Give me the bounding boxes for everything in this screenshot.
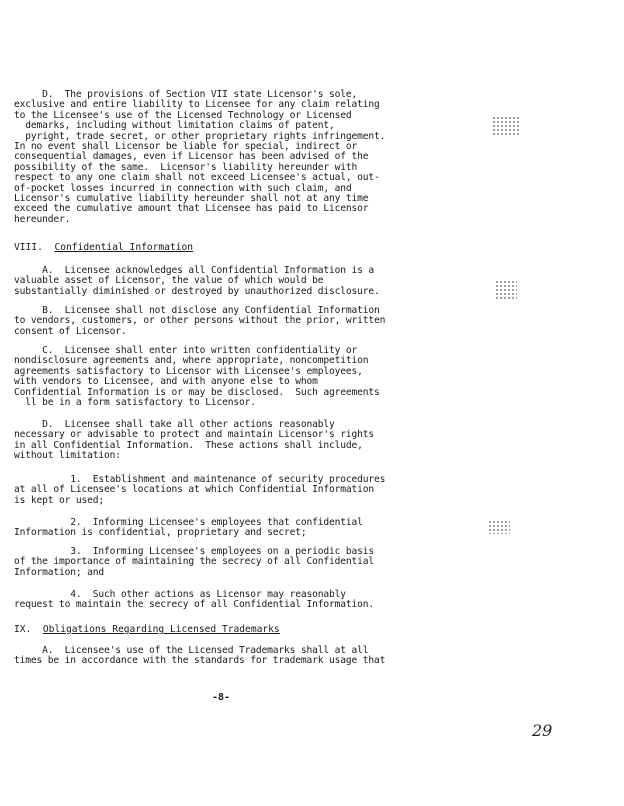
- text-line: D. Licensee shall take all other actions reasonably: [14, 419, 335, 430]
- text-line: necessary or advisable to protect and maintain Licensor's rights: [14, 429, 375, 441]
- text-line: with vendors to Licensee, and with anyone else to whom: [14, 376, 318, 388]
- text-line: consequential damages, even if Licensor has been advised of the: [14, 151, 369, 163]
- text-line: agreements satisfactory to Licensor with Licensee's employees,: [14, 365, 363, 377]
- paragraph-viii-a: [14, 266, 434, 297]
- section-number: VIII.: [14, 242, 43, 253]
- text-line: ll be in a form satisfactory to Licensor.: [14, 397, 256, 409]
- section-number: IX.: [14, 624, 32, 635]
- text-line: C. Licensee shall enter into written confidentiality or: [14, 345, 358, 356]
- section-title: Confidential Information: [54, 242, 194, 253]
- text-line: to the Licensee's use of the Licensed Technology or Licensed: [14, 109, 352, 121]
- text-line: 3. Informing Licensee's employees on a periodic basis: [14, 546, 375, 557]
- text-line: of the importance of maintaining the secrecy of all Confidential: [14, 556, 375, 568]
- scan-noise: [495, 280, 517, 300]
- text-line: exceed the cumulative amount that Licensee has paid to Licensor: [14, 203, 369, 215]
- text-line: of-pocket losses incurred in connection with such claim, and: [14, 182, 352, 194]
- section-title: Obligations Regarding Licensed Trademarks: [42, 624, 280, 635]
- text-line: Information is confidential, proprietary and secret;: [14, 527, 307, 539]
- text-line: B. Licensee shall not disclose any Confidential Information: [14, 305, 380, 316]
- paragraph-viii-c: [14, 346, 434, 408]
- text-line: nondisclosure agreements and, where appropriate, noncompetition: [14, 355, 369, 367]
- scan-noise: [488, 520, 510, 534]
- section-viii-heading: [14, 242, 193, 253]
- paragraph-viii-b: [14, 306, 434, 337]
- text-line: 1. Establishment and maintenance of security procedures: [14, 474, 386, 485]
- text-line: pyright, trade secret, or other proprietary rights infringement.: [14, 130, 386, 142]
- list-item-4: [14, 590, 434, 611]
- text-line: valuable asset of Licensor, the value of which would be: [14, 275, 324, 287]
- list-item-3: [14, 547, 434, 578]
- text-line: D. The provisions of Section VII state Licensor's sole,: [14, 89, 358, 100]
- text-line: substantially diminished or destroyed by unauthorized disclosure.: [14, 285, 380, 297]
- list-item-2: [14, 518, 434, 539]
- text-line: at all of Licensee's locations at which Confidential Information: [14, 484, 375, 496]
- text-line: to vendors, customers, or other persons without the prior, written: [14, 315, 386, 327]
- text-line: consent of Licensor.: [14, 325, 127, 337]
- handwritten-mark: 29: [532, 721, 553, 740]
- text-line: in all Confidential Information. These actions shall include,: [14, 439, 363, 451]
- text-line: times be in accordance with the standards for trademark usage that: [14, 655, 386, 667]
- list-item-1: [14, 475, 434, 506]
- page-number: -8-: [212, 692, 231, 703]
- text-line: Licensor's cumulative liability hereunder shall not at any time: [14, 193, 369, 205]
- paragraph-viii-d: [14, 420, 434, 462]
- text-line: A. Licensee's use of the Licensed Trademarks shall at all: [14, 645, 369, 656]
- text-line: Information; and: [14, 566, 105, 578]
- text-line: In no event shall Licensor be liable for special, indirect or: [14, 141, 358, 153]
- text-line: exclusive and entire liability to Licensee for any claim relating: [14, 99, 380, 111]
- text-line: possibility of the same. Licensor's liability hereunder with: [14, 161, 358, 173]
- text-line: Confidential Information is or may be disclosed. Such agreements: [14, 386, 380, 398]
- text-line: without limitation:: [14, 450, 121, 462]
- text-line: demarks, including without limitation claims of patent,: [14, 120, 335, 132]
- text-line: request to maintain the secrecy of all Confidential Information.: [14, 599, 375, 611]
- text-line: is kept or used;: [14, 494, 105, 506]
- paragraph-ix-a: [14, 646, 434, 667]
- text-line: 2. Informing Licensee's employees that confidential: [14, 517, 363, 528]
- text-line: A. Licensee acknowledges all Confidential Information is a: [14, 265, 375, 276]
- section-ix-heading: [14, 624, 280, 635]
- text-line: respect to any one claim shall not exceed Licensee's actual, out-: [14, 172, 380, 184]
- text-line: 4. Such other actions as Licensor may reasonably: [14, 589, 346, 600]
- text-line: hereunder.: [14, 213, 71, 225]
- paragraph-vii-d: [14, 90, 434, 225]
- scan-noise: [492, 116, 520, 136]
